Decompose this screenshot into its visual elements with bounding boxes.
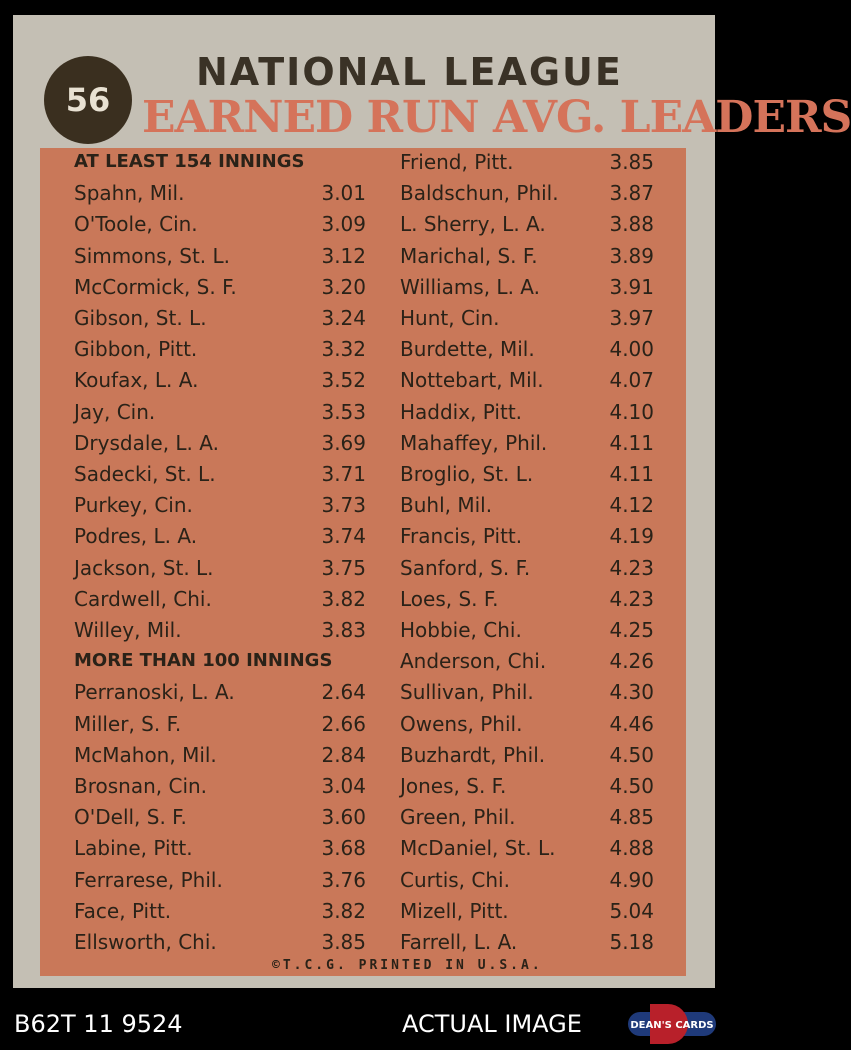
stat-row <box>74 179 366 207</box>
stat-row <box>400 398 654 426</box>
era-value: 3.73 <box>321 493 366 518</box>
player-name: Marichal, S. F. <box>400 243 538 268</box>
era-value: 3.68 <box>321 836 366 861</box>
player-name: Miller, S. F. <box>74 711 182 736</box>
era-value: 3.83 <box>321 618 366 642</box>
player-name: Podres, L. A. <box>74 524 198 549</box>
stat-row <box>74 460 366 488</box>
era-value: 3.20 <box>321 274 366 299</box>
player-name: Friend, Pitt. <box>400 150 514 174</box>
stat-row <box>74 803 366 831</box>
card-subtitle: EARNED RUN AVG. LEADERS <box>142 92 851 143</box>
player-name: Labine, Pitt. <box>74 836 193 861</box>
era-value: 5.04 <box>609 898 654 923</box>
player-name: Hunt, Cin. <box>400 306 500 330</box>
stat-row <box>74 335 366 363</box>
player-name: Purkey, Cin. <box>74 493 193 518</box>
stat-row <box>74 772 366 800</box>
era-value: 3.60 <box>321 805 366 830</box>
stat-row <box>400 647 654 675</box>
stat-row <box>400 273 654 301</box>
stat-row <box>400 834 654 862</box>
stat-row <box>400 616 654 644</box>
era-value: 3.32 <box>321 337 366 362</box>
player-name: Buzhardt, Phil. <box>400 742 546 767</box>
player-name: Sadecki, St. L. <box>74 462 216 486</box>
era-value: 2.84 <box>321 742 366 767</box>
era-value: 4.07 <box>609 368 654 393</box>
stat-row <box>400 866 654 894</box>
player-name: Green, Phil. <box>400 805 516 830</box>
stat-row <box>400 554 654 582</box>
player-name: Brosnan, Cin. <box>74 774 208 798</box>
era-value: 3.52 <box>321 368 366 393</box>
stat-row <box>400 148 654 176</box>
era-value: 4.85 <box>609 805 654 830</box>
player-name: Sanford, S. F. <box>400 555 531 580</box>
era-value: 3.01 <box>321 181 366 206</box>
section-header <box>74 148 366 176</box>
stat-row <box>400 335 654 363</box>
era-value: 4.88 <box>609 836 654 861</box>
era-value: 3.71 <box>321 462 366 486</box>
era-value: 3.69 <box>321 430 366 455</box>
era-value: 4.25 <box>609 618 654 642</box>
player-name: Gibbon, Pitt. <box>74 337 198 362</box>
era-value: 4.12 <box>609 493 654 518</box>
player-name: O'Dell, S. F. <box>74 805 187 830</box>
era-value: 4.11 <box>609 462 654 486</box>
stat-row <box>400 522 654 550</box>
player-name: Mahaffey, Phil. <box>400 430 548 455</box>
stat-row <box>74 304 366 332</box>
era-value: 3.09 <box>321 212 366 237</box>
stat-row <box>74 866 366 894</box>
player-name: Hobbie, Chi. <box>400 618 522 642</box>
player-name: Face, Pitt. <box>74 898 172 923</box>
era-value: 4.26 <box>609 649 654 674</box>
player-name: Simmons, St. L. <box>74 243 231 268</box>
stat-row <box>400 585 654 613</box>
player-name: Perranoski, L. A. <box>74 680 235 705</box>
copyright-line: ©T.C.G. PRINTED IN U.S.A. <box>272 958 543 973</box>
era-value: 4.30 <box>609 680 654 705</box>
stat-row <box>400 366 654 394</box>
stat-row <box>400 897 654 925</box>
stat-row <box>74 897 366 925</box>
stat-row <box>400 710 654 738</box>
player-name: Burdette, Mil. <box>400 337 535 362</box>
era-value: 4.90 <box>609 867 654 892</box>
era-value: 3.91 <box>609 274 654 299</box>
player-name: O'Toole, Cin. <box>74 212 198 237</box>
section-header-label: MORE THAN 100 INNINGS <box>74 650 333 672</box>
card-title: NATIONAL LEAGUE <box>196 50 623 94</box>
stat-row <box>74 678 366 706</box>
stat-row <box>74 366 366 394</box>
stat-row <box>400 460 654 488</box>
stat-row <box>400 928 654 956</box>
player-name: Willey, Mil. <box>74 618 182 642</box>
card-number: 56 <box>65 81 111 119</box>
section-header-label: AT LEAST 154 INNINGS <box>74 151 305 172</box>
era-value: 3.88 <box>609 212 654 237</box>
era-value: 3.97 <box>609 306 654 330</box>
stat-row <box>400 179 654 207</box>
era-value: 3.85 <box>321 930 366 954</box>
stat-row <box>400 304 654 332</box>
era-value: 3.82 <box>321 898 366 923</box>
player-name: Drysdale, L. A. <box>74 430 219 455</box>
era-value: 4.50 <box>609 742 654 767</box>
player-name: Ferrarese, Phil. <box>74 867 223 892</box>
era-value: 4.23 <box>609 586 654 611</box>
era-value: 4.19 <box>609 524 654 549</box>
player-name: Sullivan, Phil. <box>400 680 534 705</box>
player-name: McCormick, S. F. <box>74 274 237 299</box>
section-header <box>74 647 366 675</box>
era-value: 4.23 <box>609 555 654 580</box>
era-value: 4.11 <box>609 430 654 455</box>
era-value: 3.85 <box>609 150 654 174</box>
player-name: Spahn, Mil. <box>74 181 185 206</box>
card-number-badge <box>44 56 132 144</box>
era-value: 3.74 <box>321 524 366 549</box>
era-value: 5.18 <box>609 930 654 954</box>
stats-panel <box>40 148 686 976</box>
player-name: Francis, Pitt. <box>400 524 523 549</box>
stat-row <box>74 741 366 769</box>
era-value: 4.10 <box>609 399 654 424</box>
player-name: Ellsworth, Chi. <box>74 930 217 954</box>
stat-row <box>74 429 366 457</box>
era-value: 3.75 <box>321 555 366 580</box>
player-name: Williams, L. A. <box>400 274 540 299</box>
era-value: 2.64 <box>321 680 366 705</box>
stat-row <box>74 491 366 519</box>
stat-row <box>74 273 366 301</box>
stat-row <box>400 242 654 270</box>
player-name: Farrell, L. A. <box>400 930 518 954</box>
era-value: 2.66 <box>321 711 366 736</box>
stat-row <box>400 772 654 800</box>
player-name: Broglio, St. L. <box>400 462 534 486</box>
player-name: Gibson, St. L. <box>74 306 207 330</box>
stat-row <box>400 803 654 831</box>
stat-row <box>74 242 366 270</box>
stat-row <box>400 741 654 769</box>
era-value: 3.82 <box>321 586 366 611</box>
stat-row <box>400 210 654 238</box>
player-name: Anderson, Chi. <box>400 649 547 674</box>
era-value: 3.12 <box>321 243 366 268</box>
player-name: Cardwell, Chi. <box>74 586 212 611</box>
stat-row <box>74 398 366 426</box>
player-name: Nottebart, Mil. <box>400 368 544 393</box>
stat-row <box>74 928 366 956</box>
stat-row <box>74 522 366 550</box>
era-value: 4.00 <box>609 337 654 362</box>
player-name: L. Sherry, L. A. <box>400 212 546 237</box>
player-name: Baldschun, Phil. <box>400 181 559 206</box>
era-value: 4.46 <box>609 711 654 736</box>
player-name: Mizell, Pitt. <box>400 898 509 923</box>
catalog-number: B62T 11 9524 <box>14 1010 183 1038</box>
player-name: Loes, S. F. <box>400 586 499 611</box>
player-name: Owens, Phil. <box>400 711 523 736</box>
player-name: Jay, Cin. <box>74 399 156 424</box>
stat-row <box>74 585 366 613</box>
era-value: 3.89 <box>609 243 654 268</box>
player-name: McDaniel, St. L. <box>400 836 556 861</box>
deans-cards-logo <box>628 1004 716 1044</box>
era-value: 3.76 <box>321 867 366 892</box>
player-name: Buhl, Mil. <box>400 493 493 518</box>
stat-row <box>74 834 366 862</box>
era-value: 3.53 <box>321 399 366 424</box>
player-name: Haddix, Pitt. <box>400 399 523 424</box>
stat-row <box>400 678 654 706</box>
player-name: Curtis, Chi. <box>400 867 510 892</box>
stat-row <box>400 429 654 457</box>
stat-row <box>74 710 366 738</box>
stat-row <box>400 491 654 519</box>
player-name: Koufax, L. A. <box>74 368 199 393</box>
stat-row <box>74 554 366 582</box>
era-value: 3.04 <box>321 774 366 798</box>
logo-text: DEAN'S CARDS <box>630 1020 714 1031</box>
era-value: 3.87 <box>609 181 654 206</box>
actual-image-label: ACTUAL IMAGE <box>402 1010 582 1038</box>
stat-row <box>74 616 366 644</box>
player-name: Jackson, St. L. <box>74 555 214 580</box>
stat-row <box>74 210 366 238</box>
era-value: 4.50 <box>609 774 654 798</box>
era-value: 3.24 <box>321 306 366 330</box>
player-name: Jones, S. F. <box>400 774 507 798</box>
player-name: McMahon, Mil. <box>74 742 217 767</box>
